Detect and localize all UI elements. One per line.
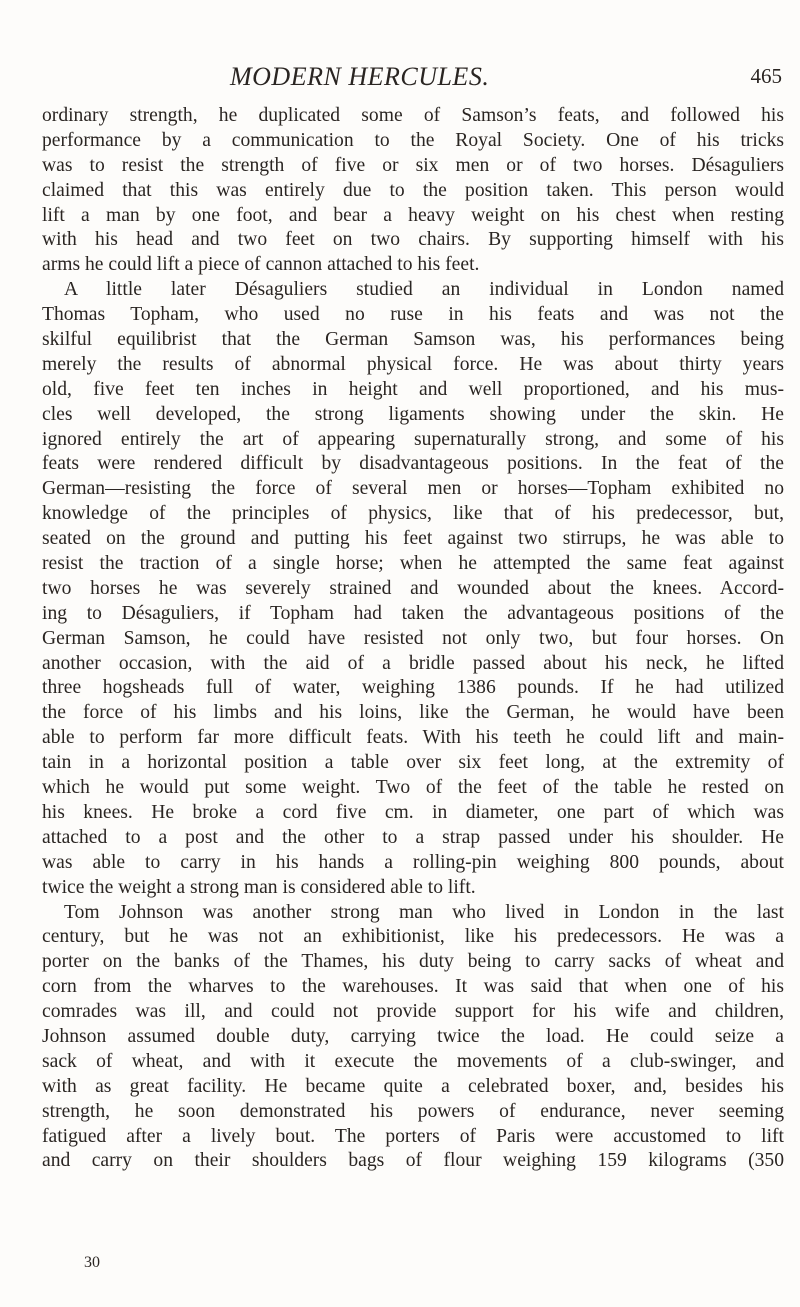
text-line: the force of his limbs and his loins, like the German, he would have been [42, 702, 784, 724]
text-line: was to resist the strength of five or six men or of two horses. Désaguliers [42, 154, 784, 176]
text-line: sack of wheat, and with it execute the movements of a club-swinger, and [42, 1050, 784, 1072]
text-line: his knees. He broke a cord five cm. in diameter, one part of which was [42, 801, 784, 823]
text-line: arms he could lift a piece of cannon attached to his feet. [42, 254, 480, 276]
text-line: seated on the ground and putting his feet against two stirrups, he was able to [42, 528, 784, 550]
text-line: Thomas Topham, who used no ruse in his feats and was not the [42, 304, 784, 326]
text-line: German—resisting the force of several men or horses—Topham exhibited no [42, 478, 784, 500]
text-line: tain in a horizontal position a table over six feet long, at the extremity of [42, 752, 784, 774]
text-line: was able to carry in his hands a rolling-pin weighing 800 pounds, about [42, 851, 784, 873]
text-line: performance by a communication to the Royal Society. One of his tricks [42, 129, 784, 151]
signature-mark: 30 [84, 1254, 100, 1271]
text-line: A little later Désaguliers studied an individual in London named [64, 279, 784, 301]
text-line: corn from the wharves to the warehouses. It was said that when one of his [42, 976, 784, 998]
text-line: another occasion, with the aid of a bridle passed about his neck, he lifted [42, 652, 784, 674]
text-line: cles well developed, the strong ligaments showing under the skin. He [42, 403, 784, 425]
text-line: ignored entirely the art of appearing supernaturally strong, and some of his [42, 428, 784, 450]
text-line: knowledge of the principles of physics, like that of his predecessor, but, [42, 503, 784, 525]
page-number: 465 [750, 64, 782, 88]
text-line: merely the results of abnormal physical force. He was about thirty years [42, 353, 784, 375]
text-line: ordinary strength, he duplicated some of Samson’s feats, and followed his [42, 105, 784, 126]
text-line: feats were rendered difficult by disadvantageous positions. In the feat of the [42, 453, 784, 475]
text-line: and carry on their shoulders bags of flour weighing 159 kilograms (350 [42, 1150, 784, 1172]
text-line: ing to Désaguliers, if Topham had taken the advantageous positions of the [42, 602, 784, 624]
running-head [0, 62, 800, 96]
text-line: strength, he soon demonstrated his powers of endurance, never seeming [42, 1100, 784, 1122]
text-line: old, five feet ten inches in height and well proportioned, and his mus- [42, 378, 784, 400]
text-line: three hogsheads full of water, weighing 1386 pounds. If he had utilized [42, 677, 784, 699]
text-line: with as great facility. He became quite a celebrated boxer, and, besides his [42, 1075, 784, 1097]
text-line: twice the weight a strong man is considered able to lift. [42, 876, 476, 898]
text-line: German Samson, he could have resisted not only two, but four horses. On [42, 627, 784, 649]
text-line: attached to a post and the other to a strap passed under his shoulder. He [42, 826, 784, 848]
text-line: porter on the banks of the Thames, his duty being to carry sacks of wheat and [42, 951, 784, 973]
text-line: fatigued after a lively bout. The porters of Paris were accustomed to lift [42, 1125, 784, 1147]
text-line: lift a man by one foot, and bear a heavy weight on his chest when resting [42, 204, 784, 226]
text-line: able to perform far more difficult feats. With his teeth he could lift and main- [42, 727, 784, 749]
text-line: which he would put some weight. Two of the feet of the table he rested on [42, 777, 784, 799]
text-line: two horses he was severely strained and wounded about the knees. Accord- [42, 577, 784, 599]
text-line: resist the traction of a single horse; when he attempted the same feat against [42, 553, 784, 575]
text-line: comrades was ill, and could not provide support for his wife and children, [42, 1001, 784, 1023]
text-line: Tom Johnson was another strong man who lived in London in the last [64, 901, 784, 923]
text-line: skilful equilibrist that the German Samson was, his performances being [42, 329, 784, 351]
text-line: Johnson assumed double duty, carrying twice the load. He could seize a [42, 1025, 784, 1047]
text-line: with his head and two feet on two chairs. By supporting himself with his [42, 229, 784, 251]
body-text [42, 104, 784, 1174]
text-line: claimed that this was entirely due to the position taken. This person would [42, 179, 784, 201]
running-title: MODERN HERCULES. [230, 62, 490, 91]
text-line: century, but he was not an exhibitionist, like his predecessors. He was a [42, 926, 784, 948]
